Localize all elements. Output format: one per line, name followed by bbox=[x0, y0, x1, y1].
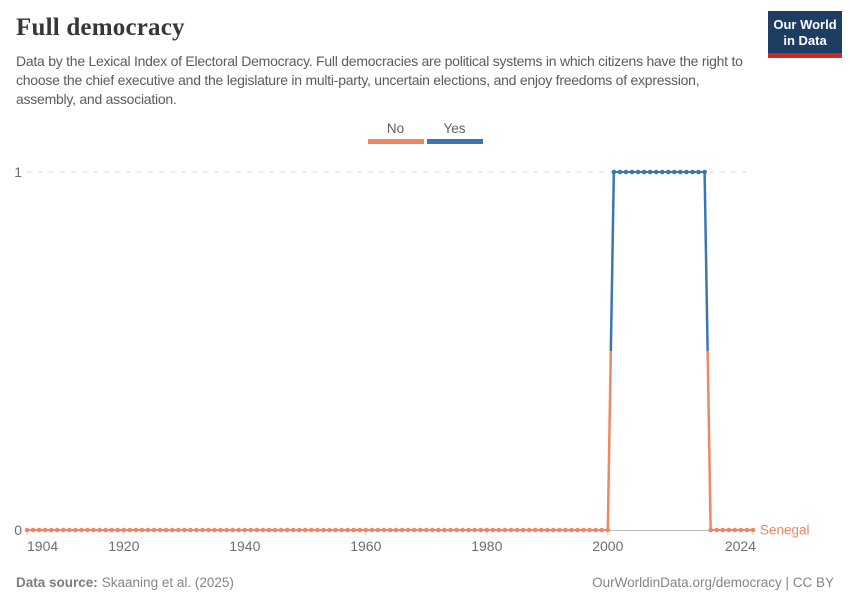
data-point[interactable] bbox=[224, 528, 229, 533]
data-point[interactable] bbox=[394, 528, 399, 533]
data-point[interactable] bbox=[708, 528, 713, 533]
data-point[interactable] bbox=[351, 528, 356, 533]
data-point[interactable] bbox=[636, 170, 641, 175]
data-point[interactable] bbox=[515, 528, 520, 533]
data-point[interactable] bbox=[533, 528, 538, 533]
y-tick-label: 1 bbox=[14, 164, 22, 180]
data-point[interactable] bbox=[509, 528, 514, 533]
data-point[interactable] bbox=[273, 528, 278, 533]
data-point[interactable] bbox=[593, 528, 598, 533]
legend-label: No bbox=[386, 121, 405, 136]
data-point[interactable] bbox=[739, 528, 744, 533]
transition-segment bbox=[608, 351, 611, 530]
data-point[interactable] bbox=[134, 528, 139, 533]
data-point[interactable] bbox=[424, 528, 429, 533]
data-point[interactable] bbox=[412, 528, 417, 533]
data-point[interactable] bbox=[666, 170, 671, 175]
data-point[interactable] bbox=[751, 528, 756, 533]
data-point[interactable] bbox=[539, 528, 544, 533]
data-point[interactable] bbox=[745, 528, 750, 533]
data-point[interactable] bbox=[103, 528, 108, 533]
transition-segment bbox=[705, 172, 708, 351]
data-point[interactable] bbox=[575, 528, 580, 533]
data-point[interactable] bbox=[249, 528, 254, 533]
x-tick-label: 1920 bbox=[108, 538, 140, 554]
data-point[interactable] bbox=[176, 528, 181, 533]
data-point[interactable] bbox=[73, 528, 78, 533]
data-source-value: Skaaning et al. (2025) bbox=[101, 575, 234, 590]
data-point[interactable] bbox=[672, 170, 677, 175]
data-point[interactable] bbox=[255, 528, 260, 533]
data-source-label: Data source: bbox=[16, 575, 98, 590]
data-point[interactable] bbox=[55, 528, 60, 533]
data-point[interactable] bbox=[376, 528, 381, 533]
data-point[interactable] bbox=[67, 528, 72, 533]
data-point[interactable] bbox=[720, 528, 725, 533]
data-point[interactable] bbox=[194, 528, 199, 533]
data-point[interactable] bbox=[182, 528, 187, 533]
data-point[interactable] bbox=[43, 528, 48, 533]
data-point[interactable] bbox=[527, 528, 532, 533]
logo-line-1: Our World bbox=[773, 17, 837, 32]
data-point[interactable] bbox=[454, 528, 459, 533]
data-point[interactable] bbox=[97, 528, 102, 533]
data-point[interactable] bbox=[109, 528, 114, 533]
data-point[interactable] bbox=[587, 528, 592, 533]
data-point[interactable] bbox=[388, 528, 393, 533]
page-title: Full democracy bbox=[16, 14, 185, 41]
credit-link[interactable]: OurWorldinData.org/democracy | CC BY bbox=[592, 575, 834, 590]
data-point[interactable] bbox=[158, 528, 163, 533]
entity-label-senegal[interactable]: Senegal bbox=[760, 522, 810, 538]
data-point[interactable] bbox=[690, 170, 695, 175]
legend-label: Yes bbox=[443, 121, 466, 136]
data-point[interactable] bbox=[612, 170, 617, 175]
data-point[interactable] bbox=[297, 528, 302, 533]
data-point[interactable] bbox=[448, 528, 453, 533]
y-tick-label: 0 bbox=[14, 522, 22, 538]
data-point[interactable] bbox=[152, 528, 157, 533]
data-point[interactable] bbox=[382, 528, 387, 533]
chart-subtitle: Data by the Lexical Index of Electoral Democracy. Full democracies are political systems in which citizens have the right to choose the chief executive and the legislature in multi-party, uncertain elections, and enjoy freedoms of expression, assembly, and association. bbox=[16, 53, 743, 107]
data-point[interactable] bbox=[31, 528, 36, 533]
chart-footer bbox=[16, 575, 834, 590]
data-point[interactable] bbox=[339, 528, 344, 533]
data-point[interactable] bbox=[267, 528, 272, 533]
data-point[interactable] bbox=[503, 528, 508, 533]
data-point[interactable] bbox=[727, 528, 732, 533]
data-point[interactable] bbox=[563, 528, 568, 533]
data-point[interactable] bbox=[606, 528, 611, 533]
x-tick-label: 1940 bbox=[229, 538, 261, 554]
data-point[interactable] bbox=[309, 528, 314, 533]
data-point[interactable] bbox=[218, 528, 223, 533]
data-point[interactable] bbox=[436, 528, 441, 533]
data-point[interactable] bbox=[327, 528, 332, 533]
x-tick-label: 2000 bbox=[592, 538, 624, 554]
legend-item-no[interactable] bbox=[368, 121, 424, 144]
data-point[interactable] bbox=[146, 528, 151, 533]
data-point[interactable] bbox=[618, 170, 623, 175]
data-point[interactable] bbox=[49, 528, 54, 533]
data-point[interactable] bbox=[491, 528, 496, 533]
legend-swatch bbox=[427, 139, 483, 144]
data-point[interactable] bbox=[569, 528, 574, 533]
data-point[interactable] bbox=[279, 528, 284, 533]
data-point[interactable] bbox=[345, 528, 350, 533]
data-point[interactable] bbox=[599, 528, 604, 533]
data-point[interactable] bbox=[200, 528, 205, 533]
data-point[interactable] bbox=[624, 170, 629, 175]
data-point[interactable] bbox=[364, 528, 369, 533]
data-point[interactable] bbox=[696, 170, 701, 175]
data-point[interactable] bbox=[472, 528, 477, 533]
data-point[interactable] bbox=[648, 170, 653, 175]
data-point[interactable] bbox=[714, 528, 719, 533]
data-point[interactable] bbox=[581, 528, 586, 533]
x-tick-label: 1960 bbox=[350, 538, 382, 554]
data-point[interactable] bbox=[128, 528, 133, 533]
data-point[interactable] bbox=[333, 528, 338, 533]
data-point[interactable] bbox=[418, 528, 423, 533]
x-tick-label: 2024 bbox=[724, 538, 756, 554]
data-point[interactable] bbox=[188, 528, 193, 533]
data-point[interactable] bbox=[115, 528, 120, 533]
data-point[interactable] bbox=[315, 528, 320, 533]
data-point[interactable] bbox=[164, 528, 169, 533]
data-source bbox=[16, 575, 234, 590]
data-point[interactable] bbox=[243, 528, 248, 533]
x-tick-label: 1980 bbox=[471, 538, 503, 554]
data-point[interactable] bbox=[357, 528, 362, 533]
data-point[interactable] bbox=[37, 528, 42, 533]
data-point[interactable] bbox=[170, 528, 175, 533]
data-point[interactable] bbox=[370, 528, 375, 533]
data-point[interactable] bbox=[285, 528, 290, 533]
data-point[interactable] bbox=[497, 528, 502, 533]
data-point[interactable] bbox=[91, 528, 96, 533]
legend-item-yes[interactable] bbox=[427, 121, 483, 144]
data-point[interactable] bbox=[61, 528, 66, 533]
data-point[interactable] bbox=[400, 528, 405, 533]
data-point[interactable] bbox=[79, 528, 84, 533]
legend bbox=[0, 121, 850, 144]
data-point[interactable] bbox=[557, 528, 562, 533]
data-point[interactable] bbox=[122, 528, 127, 533]
data-point[interactable] bbox=[230, 528, 235, 533]
data-point[interactable] bbox=[442, 528, 447, 533]
transition-segment bbox=[611, 172, 614, 351]
transition-segment bbox=[708, 351, 711, 530]
data-point[interactable] bbox=[702, 170, 707, 175]
data-point[interactable] bbox=[430, 528, 435, 533]
data-point[interactable] bbox=[521, 528, 526, 533]
logo-line-2: in Data bbox=[783, 33, 827, 48]
data-point[interactable] bbox=[485, 528, 490, 533]
data-point[interactable] bbox=[654, 170, 659, 175]
data-point[interactable] bbox=[551, 528, 556, 533]
data-point[interactable] bbox=[212, 528, 217, 533]
data-point[interactable] bbox=[460, 528, 465, 533]
data-point[interactable] bbox=[236, 528, 241, 533]
data-point[interactable] bbox=[261, 528, 266, 533]
data-point[interactable] bbox=[206, 528, 211, 533]
x-tick-label: 1904 bbox=[27, 538, 59, 554]
data-point[interactable] bbox=[303, 528, 308, 533]
data-point[interactable] bbox=[406, 528, 411, 533]
legend-swatch bbox=[368, 139, 424, 144]
data-point[interactable] bbox=[678, 170, 683, 175]
data-point[interactable] bbox=[660, 170, 665, 175]
data-point[interactable] bbox=[545, 528, 550, 533]
data-point[interactable] bbox=[85, 528, 90, 533]
data-point[interactable] bbox=[321, 528, 326, 533]
data-point[interactable] bbox=[684, 170, 689, 175]
data-point[interactable] bbox=[291, 528, 296, 533]
data-point[interactable] bbox=[478, 528, 483, 533]
data-point[interactable] bbox=[140, 528, 145, 533]
data-point[interactable] bbox=[733, 528, 738, 533]
data-point[interactable] bbox=[466, 528, 471, 533]
data-point[interactable] bbox=[630, 170, 635, 175]
data-point[interactable] bbox=[642, 170, 647, 175]
data-point[interactable] bbox=[25, 528, 30, 533]
